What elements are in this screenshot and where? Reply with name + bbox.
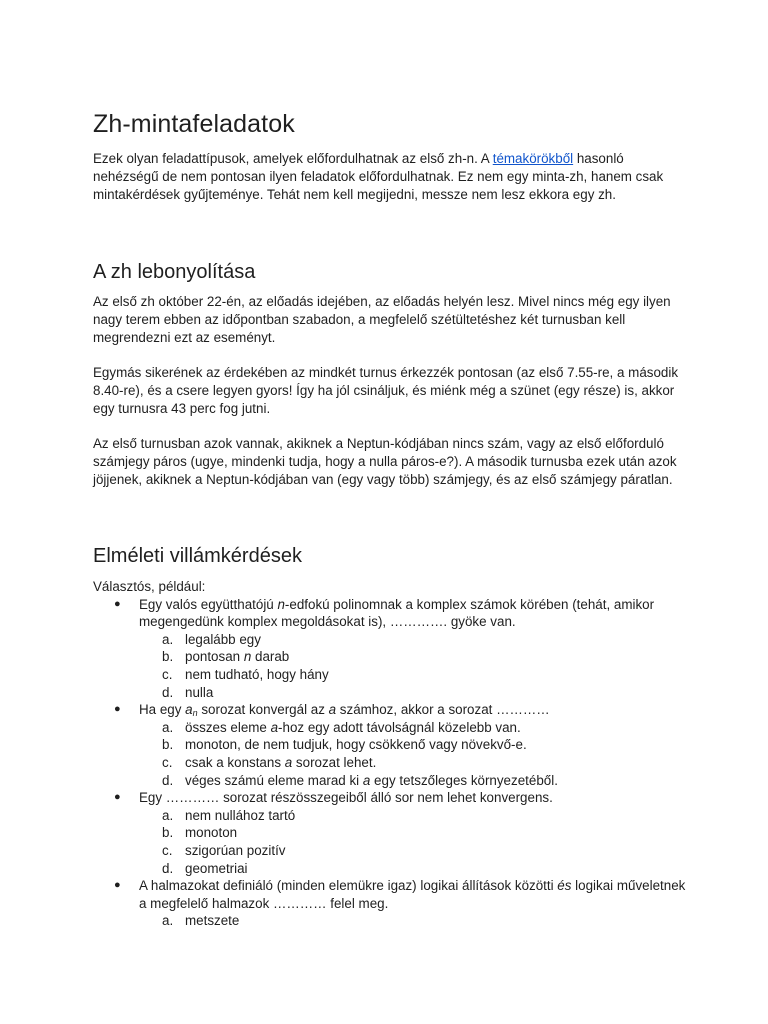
option-a	[93, 631, 693, 649]
option-letter: d.	[162, 860, 174, 876]
option-italic: a	[284, 754, 293, 770]
option-a	[93, 807, 693, 825]
option-d	[93, 772, 693, 790]
option-letter: c.	[162, 666, 173, 682]
option-text: monoton, de nem tudjuk, hogy csökkenő vagy növekvő-e.	[185, 737, 527, 753]
question-1-text-end: -edfokú polinomnak a komplex számok körében (tehát, amikor megengedünk komplex megoldásokat is), …………. gyöke van.	[139, 596, 655, 630]
option-text: szigorúan pozitív	[185, 842, 286, 858]
question-3	[93, 789, 693, 877]
question-4-text-end: logikai műveletnek a megfelelő halmazok ………… felel meg.	[139, 878, 686, 911]
option-b	[93, 648, 693, 666]
option-letter: a.	[162, 913, 174, 929]
question-4-italic: és	[557, 878, 572, 894]
option-b	[93, 824, 693, 842]
question-3-text: Egy ………… sorozat részösszegeiből álló sor nem lehet konvergens.	[139, 790, 553, 806]
bullet-icon: ●	[114, 703, 121, 716]
organization-paragraph-2: Egymás sikerének az érdekében az mindkét turnus érkezzék pontosan (az első 7.55-re, a második 8.40-re), és a csere legyen gyors! Így ha jól csináljuk, és miénk még a szünet (egy része) is, akkor egy turnusra 43 perc fog jutni.	[93, 365, 679, 416]
question-1-text: Egy valós együtthatójú	[139, 596, 278, 612]
question-2-text-end: számhoz, akkor a sorozat …………	[336, 702, 550, 718]
organization-paragraph-3: Az első turnusban azok vannak, akiknek a Neptun-kódjában nincs szám, vagy az első előforduló számjegy páros (ugye, mindenki tudja, hogy a nulla páros-e?). A második turnusba ezek után azok jöjjenek, akiknek a Neptun-kódjában van (egy vagy több) számjegy, és az első számjegy páratlan.	[93, 436, 677, 487]
section-heading-organization: A zh lebonyolítása	[93, 261, 256, 283]
option-a	[93, 719, 693, 737]
option-text: nulla	[185, 684, 214, 700]
question-1	[93, 596, 693, 702]
question-2-options	[139, 719, 693, 789]
question-4	[93, 877, 693, 930]
organization-paragraph-1: Az első zh október 22-én, az előadás idejében, az előadás helyén lesz. Mivel nincs még egy ilyen nagy terem ebben az időpontban szabadon, a megfelelő szétültetéshez két turnusban kell megrendezni ezt az eseményt.	[93, 294, 671, 345]
question-2-italic-2: a	[328, 702, 337, 718]
option-text: monoton	[185, 825, 238, 841]
question-1-options	[139, 631, 693, 701]
option-d	[93, 860, 693, 878]
section-heading-theory: Elméleti villámkérdések	[93, 545, 302, 567]
option-letter: c.	[162, 754, 173, 770]
option-text-end: egy tetszőleges környezetéből.	[370, 772, 558, 788]
option-text: metszete	[185, 913, 240, 929]
option-text-end: sorozat lehet.	[292, 754, 377, 770]
option-italic: n	[243, 649, 252, 665]
option-a	[93, 912, 693, 930]
bullet-icon: ●	[114, 879, 121, 892]
bullet-icon: ●	[114, 791, 121, 804]
option-letter: a.	[162, 631, 174, 647]
intro-text-2: hasonló nehézségű de nem pontosan ilyen feladatok előfordulhatnak. Ez nem egy minta-zh, hanem csak mintakérdések gyűjteménye. Tehát nem kell megijedni, messze nem lesz ekkora egy zh.	[93, 151, 664, 202]
question-2-text-mid: sorozat konvergál az	[197, 702, 329, 718]
option-c	[93, 754, 693, 772]
option-c	[93, 666, 693, 684]
question-4-options	[139, 912, 693, 930]
option-text: geometriai	[185, 860, 248, 876]
option-text: legalább egy	[185, 631, 261, 647]
option-text: nem nullához tartó	[185, 807, 296, 823]
bullet-icon: ●	[114, 597, 121, 610]
option-text: összes eleme	[185, 719, 271, 735]
option-text: csak a konstans	[185, 754, 285, 770]
option-c	[93, 842, 693, 860]
option-letter: a.	[162, 719, 174, 735]
question-1-italic: n	[277, 596, 285, 612]
question-4-text: A halmazokat definiáló (minden elemükre igaz) logikai állítások közötti	[139, 878, 558, 894]
option-text: nem tudható, hogy hány	[185, 666, 329, 682]
option-italic: a	[362, 772, 371, 788]
intro-paragraph	[93, 150, 683, 203]
question-list-lead: Választós, például:	[93, 579, 206, 594]
option-text: véges számú eleme marad ki	[185, 772, 363, 788]
intro-text-1: Ezek olyan feladattípusok, amelyek előfordulhatnak az első zh-n. A	[93, 151, 493, 166]
question-2	[93, 701, 693, 789]
option-letter: a.	[162, 807, 174, 823]
option-d	[93, 684, 693, 702]
question-3-options	[139, 807, 693, 877]
option-b	[93, 736, 693, 754]
question-2-italic: a	[185, 702, 193, 718]
question-2-subscript: n	[192, 708, 198, 719]
option-letter: b.	[162, 825, 174, 841]
option-letter: b.	[162, 737, 174, 753]
option-letter: b.	[162, 649, 174, 665]
option-text: pontosan	[185, 649, 244, 665]
question-list	[93, 578, 693, 930]
page-title: Zh-mintafeladatok	[93, 110, 295, 138]
option-italic: a	[270, 719, 279, 735]
question-2-text: Ha egy	[139, 702, 186, 718]
topics-link[interactable]: témakörökből	[492, 151, 574, 166]
option-text-end: -hoz egy adott távolságnál közelebb van.	[278, 719, 521, 735]
option-letter: d.	[162, 772, 174, 788]
option-letter: c.	[162, 842, 173, 858]
option-letter: d.	[162, 684, 174, 700]
option-text-end: darab	[251, 649, 290, 665]
